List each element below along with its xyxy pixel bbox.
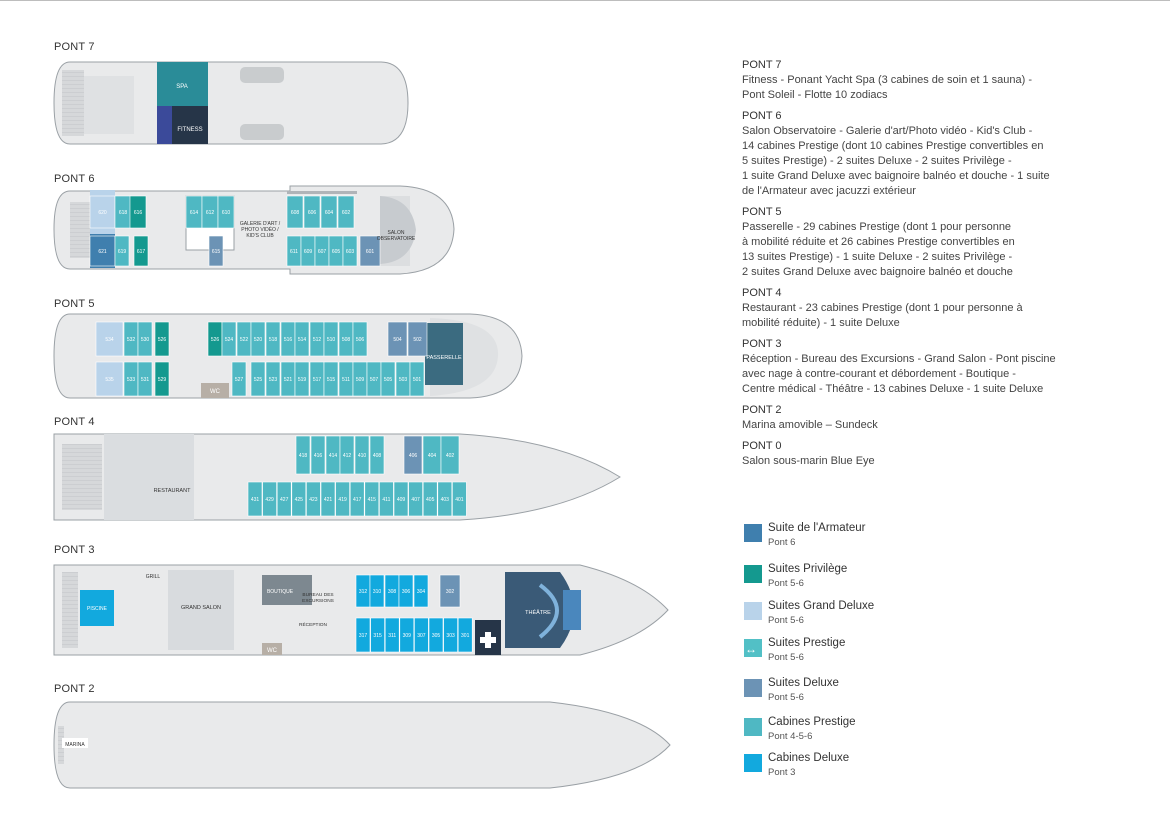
cabin-number-417: 417 [353, 497, 362, 503]
cabin-number-515: 515 [326, 377, 336, 383]
cabin-number-621: 621 [98, 249, 107, 255]
cabin-number-310: 310 [372, 589, 382, 595]
legend-decks: Pont 5-6 [768, 578, 804, 589]
info-line: mobilité réduite) - 1 suite Deluxe [742, 317, 900, 329]
info-line: 5 suites Prestige) - 2 suites Deluxe - 2 suites Privilège - [742, 155, 1012, 167]
info-line: à mobilité réduite et 26 cabines Prestige convertibles en [742, 236, 1015, 248]
cabin-number-529: 529 [157, 377, 167, 383]
bureau-label-1: BUREAU DES [302, 593, 334, 598]
deck-label-pont2: PONT 2 [54, 683, 95, 695]
cabin-number-518: 518 [268, 337, 278, 343]
cabin-number-304: 304 [416, 589, 426, 595]
cabin-number-312: 312 [358, 589, 368, 595]
cabin-number-418: 418 [298, 453, 308, 459]
deck-pont7 [54, 62, 408, 144]
legend-swatch [744, 754, 762, 772]
legend-name: Suites Privilège [768, 563, 848, 575]
info-line: de l'Armateur avec jacuzzi extérieur [742, 185, 916, 197]
cabin-number-620: 620 [98, 210, 107, 216]
cabin-number-406: 406 [408, 453, 418, 459]
cabin-number-619: 619 [117, 249, 127, 255]
cabin-number-427: 427 [280, 497, 289, 503]
cabin-number-412: 412 [342, 453, 352, 459]
info-line: Pont Soleil - Flotte 10 zodiacs [742, 89, 888, 101]
legend-decks: Pont 4-5-6 [768, 731, 813, 742]
info-line: Fitness - Ponant Yacht Spa (3 cabines de soin et 1 sauna) - [742, 74, 1033, 86]
info-line: Marina amovible – Sundeck [742, 419, 878, 431]
legend-swatch [744, 602, 762, 620]
cabin-number-507: 507 [369, 377, 379, 383]
cabin-number-315: 315 [373, 633, 382, 639]
zodiac [240, 124, 284, 140]
cabin-number-512: 512 [312, 337, 322, 343]
info-pont4 [742, 286, 1072, 331]
legend-swatch [744, 639, 762, 657]
galerie-label-1: GALERIE D'ART / [239, 221, 281, 227]
info-pont3 [742, 337, 1072, 397]
double-arrow-icon: ↔ [745, 642, 757, 656]
reception-label: RÉCEPTION [299, 623, 327, 628]
cabin-number-611: 611 [290, 249, 298, 255]
deck-label-pont6: PONT 6 [54, 173, 95, 185]
cabin-number-608: 608 [290, 210, 300, 216]
spa-label: SPA [176, 84, 188, 90]
cabin-number-308: 308 [387, 589, 397, 595]
cabin-number-614: 614 [189, 210, 199, 216]
cabin-number-307: 307 [417, 633, 426, 639]
cabin-number-402: 402 [445, 453, 455, 459]
info-title: PONT 4 [742, 287, 782, 299]
legend-swatch [744, 565, 762, 583]
legend-swatch [744, 679, 762, 697]
info-line: Restaurant - 23 cabines Prestige (dont 1 pour personne à [742, 302, 1023, 314]
cabin-number-309: 309 [402, 633, 411, 639]
cabin-number-617: 617 [136, 249, 146, 255]
legend-name: Cabines Prestige [768, 716, 856, 728]
cabin-number-414: 414 [328, 453, 338, 459]
info-pont2 [742, 403, 1072, 433]
cabin-number-405: 405 [426, 497, 435, 503]
salon-obs-label-1: SALON [387, 230, 405, 236]
legend-item [744, 716, 1004, 748]
legend-swatch [744, 718, 762, 736]
cabin-number-615: 615 [211, 249, 221, 255]
cabin-number-603: 603 [345, 249, 355, 255]
cabin-number-522: 522 [239, 337, 249, 343]
info-title: PONT 0 [742, 440, 782, 452]
cabin-number-303: 303 [446, 633, 455, 639]
info-line: Centre médical - Théâtre - 13 cabines Deluxe - 1 suite Deluxe [742, 383, 1044, 395]
legend-swatch [744, 524, 762, 542]
cabin-number-526: 526 [157, 337, 167, 343]
cabin-number-306: 306 [401, 589, 411, 595]
sun-deck [62, 70, 84, 136]
restaurant-label: RESTAURANT [153, 488, 191, 494]
info-line: avec nage à contre-courant et débordement - Boutique - [742, 368, 1016, 380]
legend-name: Cabines Deluxe [768, 752, 850, 764]
cabin-number-607: 607 [317, 249, 327, 255]
cabin-number-514: 514 [297, 337, 307, 343]
fitness-room [172, 106, 208, 144]
info-title: PONT 7 [742, 59, 782, 71]
legend-decks: Pont 5-6 [768, 692, 804, 703]
cabin-number-503: 503 [398, 377, 408, 383]
cabin-number-531: 531 [140, 377, 150, 383]
cabin-number-532: 532 [126, 337, 136, 343]
theatre-label: THÉÂTRE [525, 610, 551, 616]
legend-name: Suites Grand Deluxe [768, 600, 875, 612]
cabin-number-431: 431 [250, 497, 260, 503]
zodiac [240, 67, 284, 83]
cabin-number-526: 526 [210, 337, 220, 343]
legend-name: Suites Deluxe [768, 677, 839, 689]
cabin-number-403: 403 [440, 497, 449, 503]
info-line: Réception - Bureau des Excursions - Grand Salon - Pont piscine [742, 353, 1056, 365]
cabin-number-535: 535 [105, 377, 114, 383]
cabin-number-520: 520 [253, 337, 263, 343]
bureau-label-2: EXCURSIONS [302, 599, 334, 604]
galerie-label-2: PHOTO VIDÉO / [241, 227, 279, 233]
info-pont6 [742, 109, 1072, 199]
cabin-number-416: 416 [313, 453, 323, 459]
piscine-label: PISCINE [86, 606, 108, 612]
legend-item [744, 522, 1004, 554]
info-line: 14 cabines Prestige (dont 10 cabines Prestige convertibles en [742, 140, 1044, 152]
cabin-number-510: 510 [326, 337, 336, 343]
cabin-number-511: 511 [342, 377, 350, 383]
info-line: 2 suites Grand Deluxe avec baignoire balnéo et douche [742, 266, 1013, 278]
cabin-number-419: 419 [338, 497, 347, 503]
legend-decks: Pont 5-6 [768, 615, 804, 626]
wc-label-pont3: WC [267, 648, 277, 654]
cabin-number-423: 423 [309, 497, 318, 503]
cabin-number-534: 534 [105, 337, 114, 343]
info-pont5 [742, 205, 1072, 280]
info-line: Passerelle - 29 cabines Prestige (dont 1 pour personne [742, 221, 1012, 233]
deck-label-pont7: PONT 7 [54, 41, 95, 53]
cabin-number-301: 301 [461, 633, 470, 639]
cabin-number-504: 504 [393, 337, 402, 343]
legend-item [744, 677, 1004, 709]
cabin-number-429: 429 [265, 497, 274, 503]
legend-decks: Pont 5-6 [768, 652, 804, 663]
info-line: 1 suite Grand Deluxe avec baignoire balnéo et douche - 1 suite [742, 170, 1050, 182]
info-title: PONT 5 [742, 206, 782, 218]
lift-block [157, 106, 172, 144]
cabin-number-516: 516 [283, 337, 293, 343]
legend-item [744, 752, 1004, 784]
fitness-label: FITNESS [177, 127, 203, 133]
salon-obs-label-2: OBSERVATOIRE [376, 236, 416, 242]
wc-label-pont5: WC [210, 389, 220, 395]
cabin-number-605: 605 [331, 249, 341, 255]
deck-label-pont5: PONT 5 [54, 298, 95, 310]
cabin-number-612: 612 [205, 210, 215, 216]
cabin-number-408: 408 [372, 453, 382, 459]
deck-descriptions [742, 58, 1072, 475]
cabin-number-618: 618 [118, 210, 128, 216]
legend-decks: Pont 3 [768, 767, 796, 778]
cabin-number-519: 519 [297, 377, 307, 383]
info-title: PONT 2 [742, 404, 782, 416]
legend-item [744, 563, 1004, 595]
legend-decks: Pont 6 [768, 537, 796, 548]
cabin-number-501: 501 [412, 377, 422, 383]
deck-label-pont4: PONT 4 [54, 416, 95, 428]
cabin-number-401: 401 [455, 497, 464, 503]
cabin-number-610: 610 [221, 210, 231, 216]
cabin-number-527: 527 [234, 377, 244, 383]
boutique-label: BOUTIQUE [266, 589, 294, 595]
cabin-number-505: 505 [383, 377, 393, 383]
legend-name: Suites Prestige [768, 637, 846, 649]
cabin-number-425: 425 [294, 497, 303, 503]
cabin-number-602: 602 [341, 210, 351, 216]
cabin-number-317: 317 [358, 633, 368, 639]
passerelle-label: PASSERELLE [426, 355, 462, 361]
cabin-number-409: 409 [396, 497, 406, 503]
cabin-number-508: 508 [341, 337, 351, 343]
legend-item [744, 600, 1004, 632]
cabin-number-609: 609 [303, 249, 313, 255]
cabin-number-524: 524 [224, 337, 234, 343]
cabin-number-311: 311 [388, 633, 397, 639]
cabin-number-302: 302 [445, 589, 455, 595]
legend-name: Suite de l'Armateur [768, 522, 866, 534]
info-pont0 [742, 439, 1072, 469]
grand-salon-label: GRAND SALON [180, 605, 222, 611]
cabin-number-509: 509 [355, 377, 365, 383]
info-line: Salon Observatoire - Galerie d'art/Photo vidéo - Kid's Club - [742, 125, 1033, 137]
cabin-number-606: 606 [307, 210, 317, 216]
cabin-number-604: 604 [324, 210, 334, 216]
cabin-number-506: 506 [355, 337, 365, 343]
galerie-label-3: KID'S CLUB [246, 233, 274, 239]
cabin-number-502: 502 [413, 337, 422, 343]
cabin-number-404: 404 [427, 453, 437, 459]
cabin-number-533: 533 [126, 377, 136, 383]
legend-item [744, 637, 1004, 669]
deck-pont2 [54, 702, 670, 788]
marina-label: MARINA [65, 742, 85, 748]
cabin-number-407: 407 [411, 497, 420, 503]
grill-label: GRILL [145, 574, 161, 580]
info-pont7 [742, 58, 1072, 103]
cabin-number-421: 421 [323, 497, 333, 503]
info-line: 13 suites Prestige) - 1 suite Deluxe - 2 suites Privilège - [742, 251, 1013, 263]
cabin-number-530: 530 [140, 337, 150, 343]
cabin-number-521: 521 [283, 377, 293, 383]
cabin-number-601: 601 [365, 249, 375, 255]
cabin-number-523: 523 [268, 377, 278, 383]
cabin-number-410: 410 [357, 453, 367, 459]
info-line: Salon sous-marin Blue Eye [742, 455, 875, 467]
deck-label-pont3: PONT 3 [54, 544, 95, 556]
cabin-number-517: 517 [312, 377, 322, 383]
cabin-number-305: 305 [431, 633, 441, 639]
info-title: PONT 3 [742, 338, 782, 350]
info-title: PONT 6 [742, 110, 782, 122]
cabin-number-525: 525 [253, 377, 263, 383]
cabin-number-616: 616 [133, 210, 143, 216]
cabin-number-415: 415 [367, 497, 376, 503]
cabin-number-411: 411 [382, 497, 391, 503]
passerelle-room [425, 323, 463, 385]
